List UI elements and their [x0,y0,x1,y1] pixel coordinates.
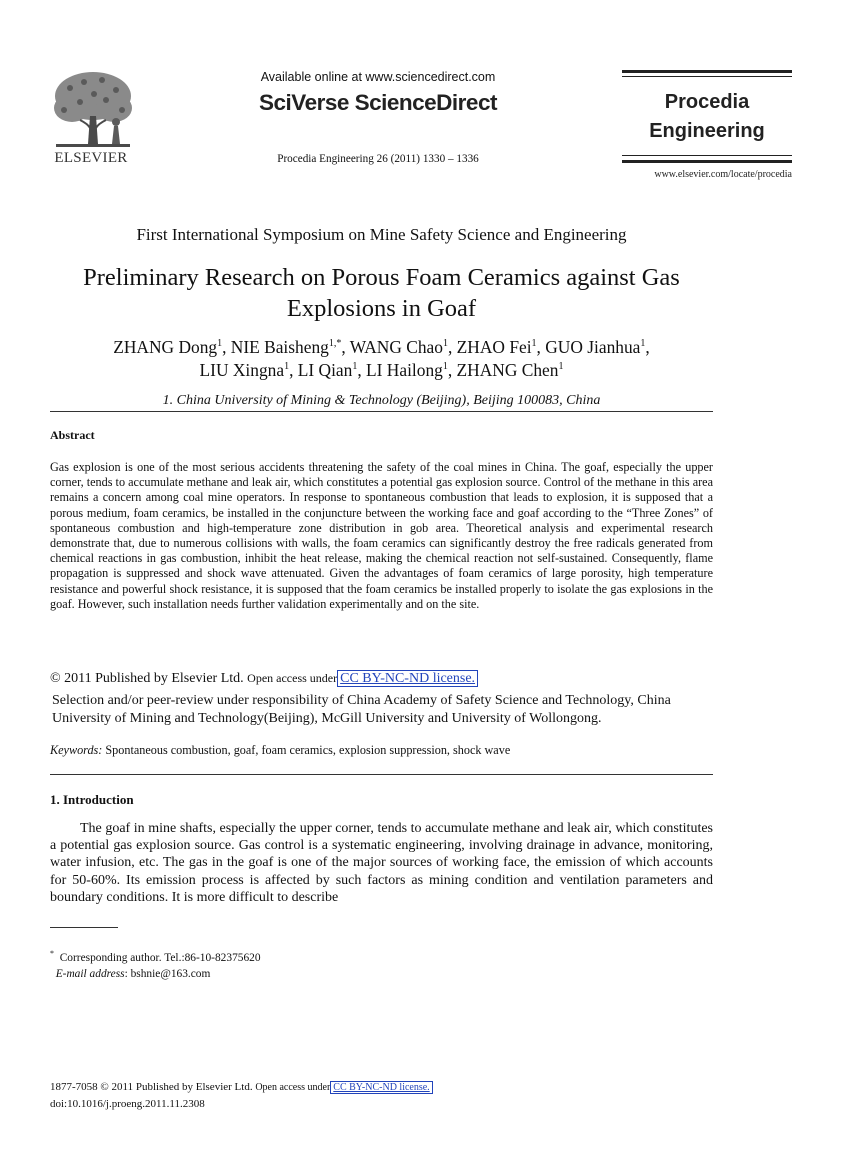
journal-name [622,88,792,146]
author: WANG Chao$^1$, [349,337,457,357]
journal-bottom-rule-thick [622,160,792,163]
author: ZHAO Fei$^1$, [456,337,546,357]
affiliation: 1. China University of Mining & Technology (Beijing), Beijing 100083, China [162,393,601,408]
journal-top-rule-thick [622,70,792,73]
email-line: E-mail address: bshnie@163.com [55,968,211,980]
peer-review-statement: Selection and/or peer-review under responsibility of China Academy of Safety Science and Technology, China University of Mining and Technology(Beijing), McGill University and University of Wollongong. [52,693,671,726]
journal-url[interactable]: www.elsevier.com/locate/procedia [654,169,792,180]
open-access-text: Open access under [255,1082,331,1093]
corresponding-author: * Corresponding author. Tel.:86-10-82375620 [50,949,261,964]
author-list [40,336,723,381]
symposium-name: First International Symposium on Mine Safety Science and Engineering [136,225,627,244]
author: NIE Baisheng$^{1,*}$, [230,337,350,357]
keywords [50,743,713,758]
publisher-name: ELSEVIER [54,150,128,166]
abstract-text: Gas explosion is one of the most serious accidents threatening the safety of the coal mines in China. The goaf, especially the upper corner, tends to accumulate methane and leak air, which constitutes a potential gas explosion source. Control of the methane in this area remains a concern among coal mine operators. In response to spontaneous combustion that leads to explosion, it is supposed that a porous medium, foam ceramics, be installed in the conjuncture between the working face and goaf according to the “Three Zones” of spontaneous combustion and high-temperature zone distribution in gob area. Theoretical analysis and experimental research demonstrate that, due to numerous collisions with walls, the foam ceramics can significantly destroy the free radicals generated from chemical reactions in gas combustion, inhibit the heat release, making the chemical reaction not self-sustained. Consequently, flame propagation is suppressed and shock wave attenuated. Given the advantages of foam ceramics of large porosity, high temperature resistance and powerful shock resistance, it is supposed that the foam ceramics be installed properly to isolate the gas explosions in the goaf. However, such installation needs further validation experimentally and on the site. [50,460,713,611]
divider [50,774,713,775]
journal-bottom-rule-thin [622,155,792,156]
license-link[interactable]: CC BY-NC-ND license. [337,670,478,687]
author: LI Qian$^1$, [297,359,367,380]
author: LI Hailong$^1$, [366,359,457,380]
article-title: Preliminary Research on Porous Foam Ceramics against Gas Explosions in Goaf [83,264,680,322]
journal-top-rule-thin [622,76,792,77]
section-heading: 1. Introduction [50,792,134,807]
footnote [50,950,650,982]
author: LIU Xingna$^1$, [199,359,298,380]
available-online-text: Available online at www.sciencedirect.com [260,70,496,84]
sciverse-logo-text: SciVerse ScienceDirect [259,90,497,115]
introduction-text: The goaf in mine shafts, especially the upper corner, tends to accumulate methane and leak air, which constitutes a potential gas explosion source. Gas control is a systematic engineering, involving drainage in advance, monitoring, water infusion, etc. The gas in the goaf is one of the major sources of working face, the emission of which accounts for 50-60%. Its emission process is affected by such factors as mining condition and ventilation parameters and boundary conditions. It is more difficult to describe [50,821,713,905]
footnote-rule [50,927,118,928]
journal-reference: Procedia Engineering 26 (2011) 1330 – 1336 [277,153,479,165]
keywords-text: Spontaneous combustion, goaf, foam ceramics, explosion suppression, shock wave [105,743,511,757]
doi[interactable]: doi:10.1016/j.proeng.2011.11.2308 [50,1098,205,1110]
journal-name-line2: Engineering [649,120,765,142]
abstract-heading: Abstract [50,428,95,442]
open-access-text: Open access under [247,671,338,685]
keywords-label: Keywords: [50,743,103,757]
copyright-text: © 2011 Published by Elsevier Ltd. [50,671,244,686]
divider [50,411,713,412]
author: ZHANG Chen$^1$ [456,359,564,380]
elsevier-tree-logo [50,68,136,152]
issn-footer [50,1079,750,1112]
author: GUO Jianhua$^1$, [545,337,650,357]
license-link[interactable]: CC BY-NC-ND license. [330,1081,432,1094]
author: ZHANG Dong$^1$, [113,337,231,357]
copyright-line [50,671,713,687]
journal-name-line1: Procedia [664,91,750,113]
issn-line: 1877-7058 © 2011 Published by Elsevier Ltd. Open access under CC BY-NC-ND license. [50,1079,750,1096]
